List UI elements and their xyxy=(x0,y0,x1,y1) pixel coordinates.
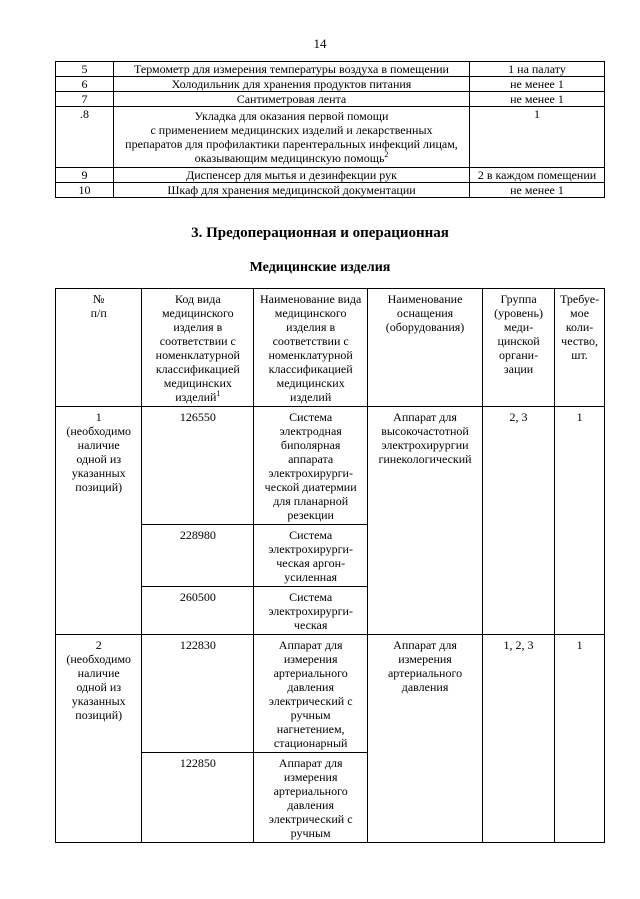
cell-line: медицинских xyxy=(163,376,232,390)
cell-line: 1 xyxy=(95,410,102,424)
cell-line: медицинского xyxy=(274,306,347,320)
row-number: 10 xyxy=(56,183,114,198)
cell-line: электрохирургии xyxy=(381,438,469,452)
item-quantity: не менее 1 xyxy=(470,183,605,198)
item-quantity: не менее 1 xyxy=(470,77,605,92)
cell-line: высокочастотной xyxy=(381,424,469,438)
cell-line: давления xyxy=(287,680,334,694)
cell-line: № xyxy=(92,292,105,306)
cell-line: давления xyxy=(287,798,334,812)
cell-line: для планарной xyxy=(273,494,349,508)
table-row xyxy=(56,168,605,183)
cell-line: изделия в xyxy=(286,320,336,334)
cell-line: (уровень) xyxy=(494,306,543,320)
item-name xyxy=(114,107,470,168)
item-name: Диспенсер для мытья и дезинфекции рук xyxy=(114,168,470,183)
header-quantity xyxy=(555,289,605,407)
cell-line: Аппарат для xyxy=(393,638,457,652)
cell-line: Аппарат для xyxy=(278,756,343,770)
row-number: 6 xyxy=(56,77,114,92)
cell-line: Система xyxy=(289,528,333,542)
cell-line: позиций) xyxy=(75,480,123,494)
cell-line: аппарата xyxy=(288,452,334,466)
cell-line: электрохирурги- xyxy=(268,466,353,480)
row-number: 7 xyxy=(56,92,114,107)
cell-line: медицинских xyxy=(276,376,345,390)
cell-line: указанных xyxy=(71,466,126,480)
medical-devices-table xyxy=(55,288,605,843)
cell-line: препаратов для профилактики парентеральных инфекций лицам, xyxy=(125,137,458,151)
cell-line: биполярная xyxy=(280,438,341,452)
header-equipment xyxy=(368,289,483,407)
cell-line: Система xyxy=(289,590,333,604)
cell-line: Аппарат для xyxy=(278,638,343,652)
cell-line: медицинского xyxy=(161,306,234,320)
cell-line: наличие xyxy=(77,666,120,680)
device-code: 122850 xyxy=(142,753,254,843)
table-row xyxy=(56,107,605,168)
cell-line: коли- xyxy=(565,320,594,334)
table-row xyxy=(56,92,605,107)
header-number xyxy=(56,289,142,407)
cell-line: электродная xyxy=(279,424,342,438)
cell-line: ручным xyxy=(290,826,331,840)
device-name xyxy=(254,525,368,587)
cell-line: п/п xyxy=(90,306,107,320)
equipment-name xyxy=(368,635,483,843)
cell-line: мое xyxy=(570,306,590,320)
cell-line: классификацией xyxy=(155,362,240,376)
cell-line: изделий$^1$ xyxy=(175,389,221,404)
cell-line: соответствии с xyxy=(272,334,349,348)
cell-line: ручным xyxy=(290,708,331,722)
cell-line: ческая xyxy=(293,618,328,632)
cell-line: цинской xyxy=(497,334,540,348)
cell-line: гинекологический xyxy=(378,452,472,466)
subsection-title: Медицинские изделия xyxy=(249,260,391,275)
header-code xyxy=(142,289,254,407)
table-row xyxy=(56,407,605,525)
cell-line: с применением медицинских изделий и лекарственных xyxy=(150,123,433,137)
item-name: Шкаф для хранения медицинской документации xyxy=(114,183,470,198)
cell-line: соответствии с xyxy=(159,334,236,348)
required-quantity: 1 xyxy=(555,407,605,635)
cell-line: классификацией xyxy=(268,362,353,376)
item-name: Холодильник для хранения продуктов питания xyxy=(114,77,470,92)
cell-line: шт. xyxy=(571,348,588,362)
cell-line: электрохирурги- xyxy=(268,542,353,556)
row-number: 5 xyxy=(56,62,114,77)
table-row xyxy=(56,183,605,198)
row-number: .8 xyxy=(56,107,114,168)
equipment-table-continued xyxy=(55,61,605,198)
header-row xyxy=(56,289,605,407)
cell-line: Наименование xyxy=(387,292,463,306)
organization-group: 1, 2, 3 xyxy=(482,635,554,843)
section-title: 3. Предоперационная и операционная xyxy=(191,225,449,241)
page-number: 14 xyxy=(313,36,327,51)
cell-line: ческой диатермии xyxy=(264,480,357,494)
cell-line: одной из xyxy=(76,452,122,466)
cell-line: Аппарат для xyxy=(393,410,457,424)
cell-line: Система xyxy=(289,410,333,424)
cell-line: ческая аргон- xyxy=(276,556,346,570)
device-code: 260500 xyxy=(142,587,254,635)
device-code: 126550 xyxy=(142,407,254,525)
cell-line: изделий xyxy=(290,390,332,404)
organization-group: 2, 3 xyxy=(482,407,554,635)
cell-line: меди- xyxy=(503,320,534,334)
item-quantity: 1 на палату xyxy=(470,62,605,77)
cell-line: измерения xyxy=(283,770,338,784)
cell-line: (необходимо xyxy=(66,652,132,666)
cell-line: измерения xyxy=(283,652,338,666)
item-quantity: 2 в каждом помещении xyxy=(470,168,605,183)
row-number: 9 xyxy=(56,168,114,183)
cell-line: артериального xyxy=(273,666,348,680)
cell-line: артериального xyxy=(273,784,348,798)
cell-line: измерения xyxy=(398,652,452,666)
group-number xyxy=(56,407,142,635)
cell-line: резекции xyxy=(287,508,334,522)
cell-line: указанных xyxy=(71,694,126,708)
item-quantity: 1 xyxy=(470,107,605,168)
item-quantity: не менее 1 xyxy=(470,92,605,107)
header-device-name xyxy=(254,289,368,407)
cell-line: Код вида xyxy=(174,292,221,306)
cell-line: одной из xyxy=(76,680,122,694)
cell-line: электрический с xyxy=(268,694,353,708)
cell-line: давления xyxy=(401,680,449,694)
device-name xyxy=(254,753,368,843)
table-row xyxy=(56,77,605,92)
device-code: 122830 xyxy=(142,635,254,753)
cell-line: изделия в xyxy=(173,320,223,334)
cell-line: 2 xyxy=(95,638,102,652)
cell-line: оказывающим медицинскую помощь$^2$ xyxy=(194,150,389,165)
table-row xyxy=(56,635,605,753)
header-group xyxy=(482,289,554,407)
cell-line: чество, xyxy=(561,334,598,348)
cell-line: стационарный xyxy=(273,736,348,750)
cell-line: усиленная xyxy=(284,570,338,584)
cell-line: органи- xyxy=(499,348,539,362)
cell-line: Укладка для оказания первой помощи xyxy=(194,109,389,123)
item-name: Сантиметровая лента xyxy=(114,92,470,107)
cell-line: Группа xyxy=(500,292,537,306)
cell-line: Требуе- xyxy=(560,292,600,306)
device-code: 228980 xyxy=(142,525,254,587)
footnote-mark: 2 xyxy=(384,150,389,159)
cell-line: (необходимо xyxy=(66,424,132,438)
footnote-mark: 1 xyxy=(216,389,221,398)
required-quantity: 1 xyxy=(555,635,605,843)
group-number xyxy=(56,635,142,843)
cell-line: зации xyxy=(503,362,534,376)
cell-line: номенклатурной xyxy=(155,348,240,362)
equipment-name xyxy=(368,407,483,635)
device-name xyxy=(254,635,368,753)
cell-line: артериального xyxy=(387,666,463,680)
cell-line: наличие xyxy=(77,438,120,452)
cell-line: электрический с xyxy=(268,812,353,826)
cell-line: оснащения xyxy=(396,306,454,320)
table-row xyxy=(56,62,605,77)
cell-line: Наименование вида xyxy=(260,292,362,306)
cell-line: нагнетением, xyxy=(276,722,345,736)
device-name xyxy=(254,587,368,635)
device-name xyxy=(254,407,368,525)
cell-line: электрохирурги- xyxy=(268,604,353,618)
cell-line: (оборудования) xyxy=(385,320,465,334)
item-name: Термометр для измерения температуры воздуха в помещении xyxy=(114,62,470,77)
cell-line: номенклатурной xyxy=(268,348,353,362)
cell-line: позиций) xyxy=(75,708,123,722)
